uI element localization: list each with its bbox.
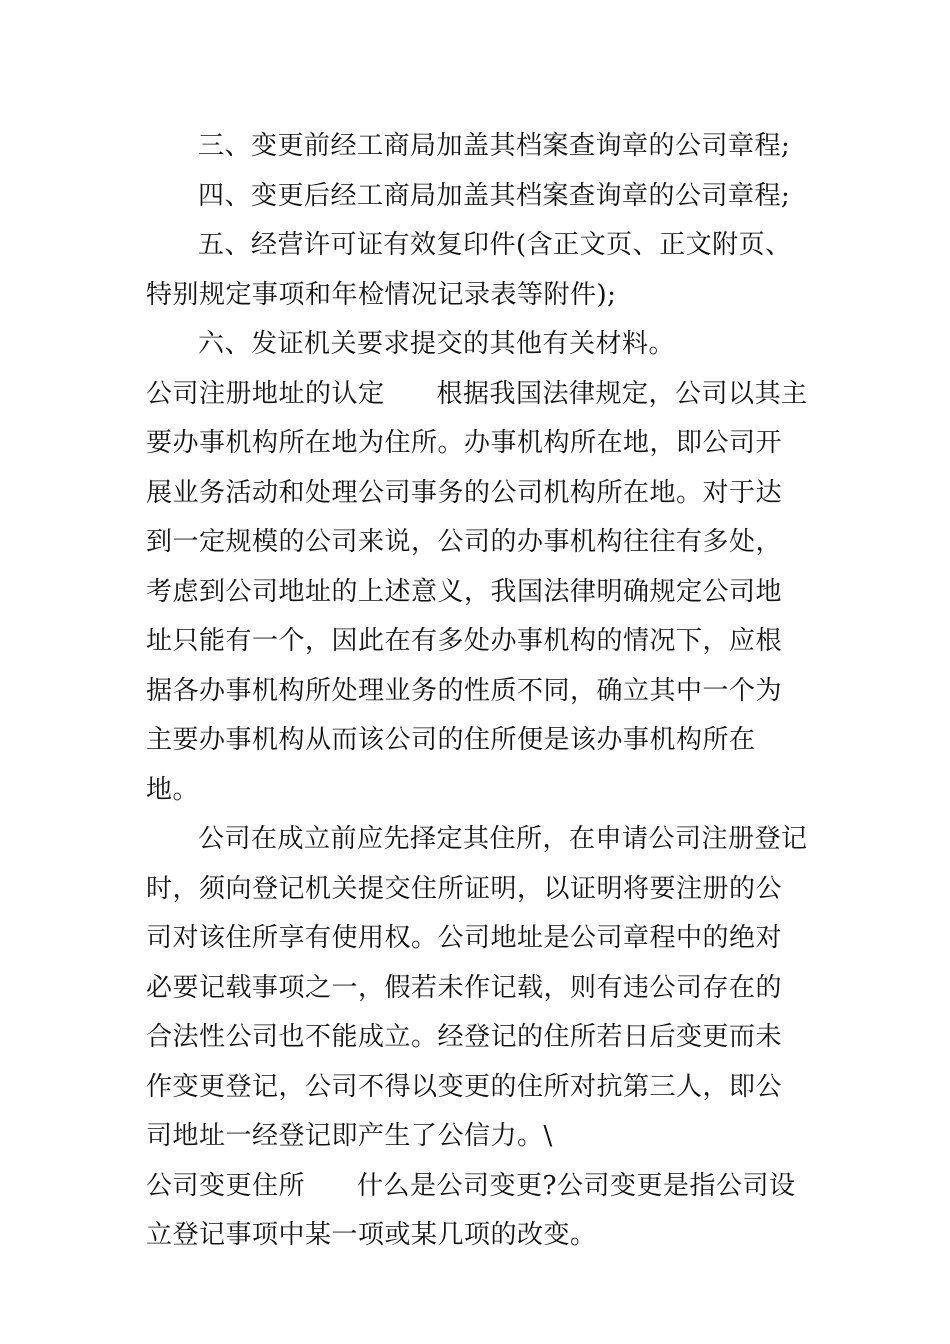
document-body bbox=[146, 122, 808, 1261]
address-section bbox=[146, 370, 808, 816]
list-item-3: 三、变更前经工商局加盖其档案查询章的公司章程; bbox=[198, 131, 791, 161]
change-section-heading: 公司变更住所 bbox=[146, 1170, 306, 1201]
change-paragraph-1: 什么是公司变更?公司变更是指公司设立登记事项中某一项或某几项的改变。 bbox=[146, 1170, 796, 1250]
change-section bbox=[146, 1162, 808, 1261]
address-section-heading: 公司注册地址的认定 bbox=[146, 378, 385, 409]
list-item-4: 四、变更后经工商局加盖其档案查询章的公司章程; bbox=[198, 180, 791, 211]
list-item-5: 五、经营许可证有效复印件(含正文页、正文附页、特别规定事项和年检情况记录表等附件); bbox=[146, 230, 792, 310]
address-paragraph-2: 公司在成立前应先择定其住所，在申请公司注册登记时，须向登记机关提交住所证明，以证明将要注册的公司对该住所享有使用权。公司地址是公司章程中的绝对必要记载事项之一，假若未作记载，则有违公司存在的合法性公司也不能成立。经登记的住所若日后变更而未作变更登记，公司不得以变更的住所对抗第三人，即公司地址一经登记即产生了公信力。\ bbox=[146, 824, 808, 1151]
list-item-6: 六、发证机关要求提交的其他有关材料。 bbox=[198, 329, 676, 359]
address-paragraph-1: 根据我国法律规定，公司以其主要办事机构所在地为住所。办事机构所在地，即公司开展业务活动和处理公司事务的公司机构所在地。对于达到一定规模的公司来说，公司的办事机构往往有多处，考虑到公司地址的上述意义，我国法律明确规定公司地址只能有一个，因此在有多处办事机构的情况下，应根据各办事机构所处理业务的性质不同，确立其中一个为主要办事机构从而该公司的住所便是该办事机构所在地。 bbox=[146, 378, 808, 805]
